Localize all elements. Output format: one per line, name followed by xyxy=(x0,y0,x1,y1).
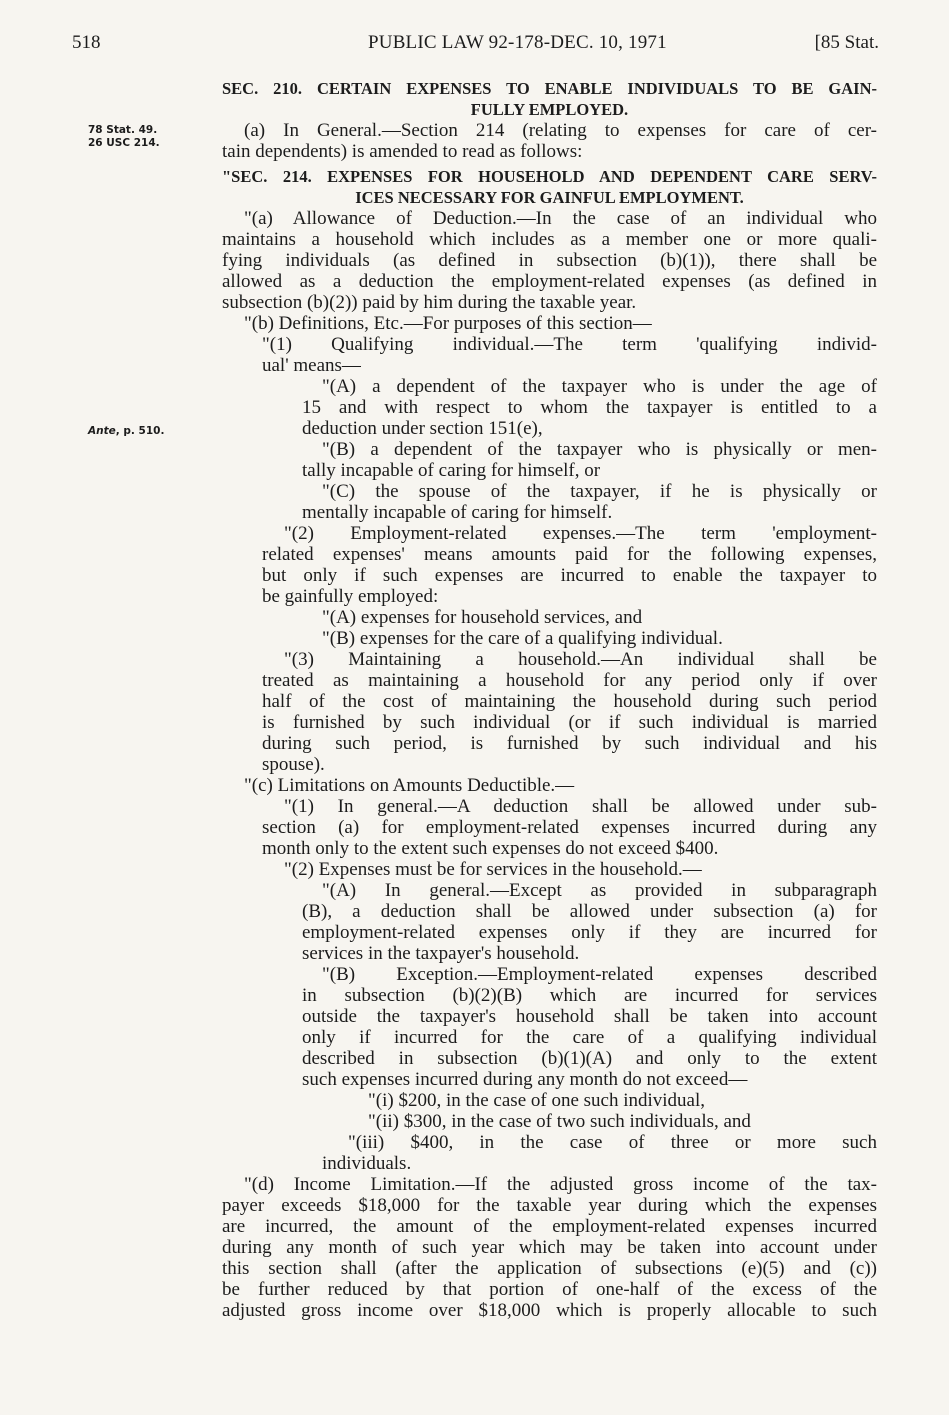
text-line: "(2) Expenses must be for services in the household.— xyxy=(284,859,702,880)
text-line: "(B) a dependent of the taxpayer who is physically or men- xyxy=(322,439,877,460)
text-line: during any month of such year which may be taken into account under xyxy=(222,1237,877,1258)
text-line: "(iii) $400, in the case of three or more such xyxy=(348,1132,877,1153)
text-line: deduction under section 151(e), xyxy=(302,418,543,439)
text-line: during such period, is furnished by such individual and his xyxy=(262,733,877,754)
margin-note-line: 78 Stat. 49. xyxy=(88,124,158,136)
text-line: mentally incapable of caring for himself. xyxy=(302,502,613,523)
text-line: "(i) $200, in the case of one such individual, xyxy=(368,1090,706,1111)
text-line: be further reduced by that portion of one-half of the excess of the xyxy=(222,1279,877,1300)
running-title: PUBLIC LAW 92-178-DEC. 10, 1971 xyxy=(368,32,667,53)
section-heading: SEC. 210. CERTAIN EXPENSES TO ENABLE INDIVIDUALS TO BE GAIN- xyxy=(222,79,877,98)
text-line: spouse). xyxy=(262,754,325,775)
text-line: "(B) expenses for the care of a qualifying individual. xyxy=(322,628,723,649)
text-line: adjusted gross income over $18,000 which is properly allocable to such xyxy=(222,1300,877,1321)
text-line: "(d) Income Limitation.—If the adjusted gross income of the tax- xyxy=(244,1174,877,1195)
text-line: allowed as a deduction the employment-related expenses (as defined in xyxy=(222,271,877,292)
text-line: "(c) Limitations on Amounts Deductible.— xyxy=(244,775,575,796)
text-line: such expenses incurred during any month do not exceed— xyxy=(302,1069,748,1090)
document-body xyxy=(222,78,877,1321)
text-line: related expenses' means amounts paid for the following expenses, xyxy=(262,544,877,565)
margin-note-line: 26 USC 214. xyxy=(88,137,160,149)
text-line: "(A) In general.—Except as provided in subparagraph xyxy=(322,880,877,901)
text-line: be gainfully employed: xyxy=(262,586,439,607)
text-line: month only to the extent such expenses do not exceed $400. xyxy=(262,838,719,859)
margin-note-citation xyxy=(88,124,160,150)
text-line: "(A) a dependent of the taxpayer who is under the age of xyxy=(322,376,877,397)
text-line: (a) In General.—Section 214 (relating to expenses for care of cer- xyxy=(244,120,877,141)
text-line: described in subsection (b)(1)(A) and only to the extent xyxy=(302,1048,877,1069)
section-heading: "SEC. 214. EXPENSES FOR HOUSEHOLD AND DEPENDENT CARE SERV- xyxy=(222,167,877,186)
text-line: is furnished by such individual (or if such individual is married xyxy=(262,712,877,733)
text-line: "(b) Definitions, Etc.—For purposes of this section— xyxy=(244,313,652,334)
text-line: tain dependents) is amended to read as follows: xyxy=(222,141,583,162)
text-line: subsection (b)(2)) paid by him during the taxable year. xyxy=(222,292,637,313)
text-line: "(B) Exception.—Employment-related expenses described xyxy=(322,964,877,985)
margin-note-ante xyxy=(88,425,164,438)
text-line: are incurred, the amount of the employment-related expenses incurred xyxy=(222,1216,877,1237)
text-line: services in the taxpayer's household. xyxy=(302,943,580,964)
text-line: in subsection (b)(2)(B) which are incurred for services xyxy=(302,985,877,1006)
text-line: ual' means— xyxy=(262,355,361,376)
text-line: fying individuals (as defined in subsection (b)(1)), there shall be xyxy=(222,250,877,271)
page-header xyxy=(72,32,879,58)
text-line: but only if such expenses are incurred to enable the taxpayer to xyxy=(262,565,877,586)
text-line: "(ii) $300, in the case of two such individuals, and xyxy=(368,1111,751,1132)
text-line: (B), a deduction shall be allowed under subsection (a) for xyxy=(302,901,877,922)
text-line: "(1) Qualifying individual.—The term 'qualifying individ- xyxy=(262,334,877,355)
text-line: "(3) Maintaining a household.—An individual shall be xyxy=(284,649,877,670)
text-line: maintains a household which includes as a member one or more quali- xyxy=(222,229,877,250)
text-line: payer exceeds $18,000 for the taxable year during which the expenses xyxy=(222,1195,877,1216)
margin-note-ante-word: Ante xyxy=(88,425,116,437)
text-line: employment-related expenses only if they are incurred for xyxy=(302,922,877,943)
text-line: "(A) expenses for household services, and xyxy=(322,607,643,628)
section-heading: FULLY EMPLOYED. xyxy=(470,100,629,119)
page-number: 518 xyxy=(72,32,101,53)
section-heading: ICES NECESSARY FOR GAINFUL EMPLOYMENT. xyxy=(355,188,744,207)
text-line: "(C) the spouse of the taxpayer, if he is physically or xyxy=(322,481,877,502)
text-line: only if incurred for the care of a qualifying individual xyxy=(302,1027,877,1048)
text-line: treated as maintaining a household for any period only if over xyxy=(262,670,877,691)
text-line: outside the taxpayer's household shall be taken into account xyxy=(302,1006,877,1027)
text-line: 15 and with respect to whom the taxpayer is entitled to a xyxy=(302,397,877,418)
text-line: "(2) Employment-related expenses.—The term 'employment- xyxy=(284,523,877,544)
text-line: "(a) Allowance of Deduction.—In the case of an individual who xyxy=(244,208,877,229)
text-line: individuals. xyxy=(322,1153,412,1174)
statute-volume: [85 Stat. xyxy=(814,32,879,53)
text-line: "(1) In general.—A deduction shall be allowed under sub- xyxy=(284,796,877,817)
text-line: tally incapable of caring for himself, or xyxy=(302,460,601,481)
text-line: half of the cost of maintaining the household during such period xyxy=(262,691,877,712)
text-line: section (a) for employment-related expenses incurred during any xyxy=(262,817,877,838)
text-line: this section shall (after the application of subsections (e)(5) and (c)) xyxy=(222,1258,877,1279)
margin-note-ante-page: , p. 510. xyxy=(115,425,165,437)
